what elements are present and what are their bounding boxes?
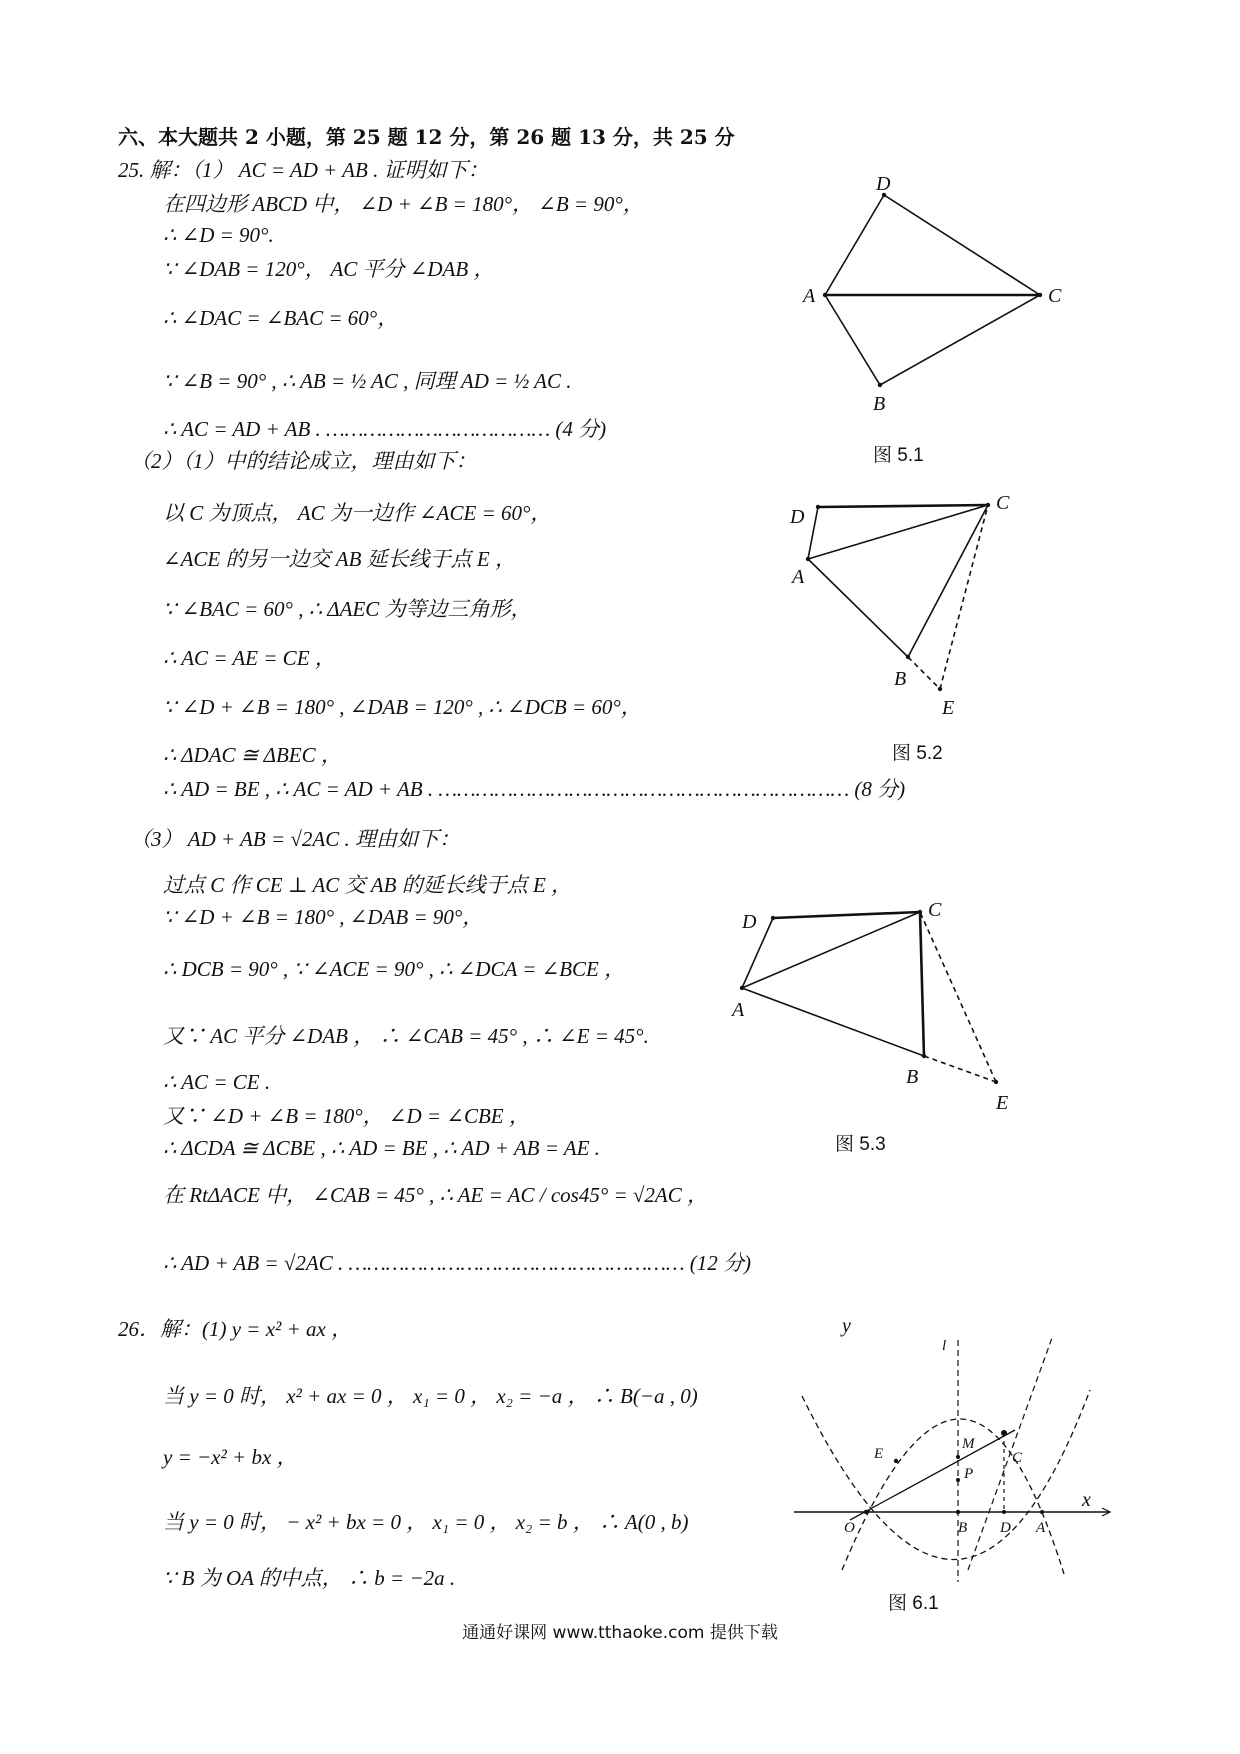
q25-line-7: ∴ AC = AD + AB . ……………………………… (4 分) (163, 417, 607, 441)
f61-label-l: l (942, 1338, 947, 1354)
q26-line-5: ∵ B 为 OA 的中点， ∴ b = −2a . (163, 1566, 456, 1590)
q25-line-5: ∴ ∠DAC = ∠BAC = 60°， (163, 306, 399, 330)
q26-line-4: 当 y = 0 时， − x² + bx = 0 ， x₁ = 0 ， x₂ = b ， ∴ A(0 , b) (163, 1510, 689, 1534)
f61-label-y: y (842, 1315, 851, 1337)
page-footer: 通通好课网 www.tthaoke.com 提供下载 (462, 1623, 778, 1643)
q26-line-3: y = −x² + bx ， (163, 1445, 298, 1469)
figure-5-1 (780, 170, 1090, 430)
figure-5-1-caption: 图 5.1 (873, 445, 924, 466)
q25-part3-line-1: （3） AD + AB = √2AC . 理由如下： (130, 827, 460, 851)
q25-part3-line-10: ∴ AD + AB = √2AC . ……………………………………………… (12 分) (163, 1251, 752, 1275)
f52-label-e: E (942, 697, 955, 719)
figure-5-2 (770, 485, 1040, 725)
f51-label-d: D (876, 173, 891, 195)
f52-label-b: B (894, 668, 907, 690)
f51-label-c: C (1048, 285, 1062, 307)
f61-label-e: E (874, 1446, 884, 1462)
q25-line-6: ∵ ∠B = 90° , ∴ AB = ½ AC , 同理 AD = ½ AC . (163, 369, 572, 393)
section-heading: 六、本大题共 2 小题，第 25 题 12 分，第 26 题 13 分，共 25 分 (118, 125, 735, 149)
q25-part2-line-1: （2）（1）中的结论成立，理由如下： (130, 449, 477, 473)
figure-5-3-caption: 图 5.3 (835, 1134, 886, 1155)
q25-part3-line-2: 过点 C 作 CE ⊥ AC 交 AB 的延长线于点 E ， (163, 873, 573, 897)
f52-label-a: A (792, 566, 805, 588)
f61-label-x: x (1082, 1489, 1091, 1511)
q25-line-3: ∴ ∠D = 90°. (163, 223, 274, 247)
q25-part2-line-3: ∠ACE 的另一边交 AB 延长线于点 E ， (163, 547, 516, 571)
q25-part2-line-5: ∴ AC = AE = CE ， (163, 646, 336, 670)
f52-label-c: C (996, 492, 1010, 514)
f61-label-m: M (962, 1436, 975, 1452)
q26-line-2: 当 y = 0 时， x² + ax = 0 ， x₁ = 0 ， x₂ = −a ， ∴ B(−a , 0) (163, 1384, 698, 1408)
f53-label-d: D (742, 911, 757, 933)
q25-line-1: 25. 解：（1） AC = AD + AB . 证明如下： (118, 158, 489, 182)
q25-part3-line-4: ∴ DCB = 90° , ∵ ∠ACE = 90° , ∴ ∠DCA = ∠BCE ， (163, 957, 626, 981)
q25-line-4: ∵ ∠DAB = 120°， AC 平分 ∠DAB ， (163, 257, 495, 281)
figure-5-3 (720, 890, 1040, 1120)
figure-6-1 (790, 1315, 1120, 1600)
f53-label-a: A (732, 999, 745, 1021)
f53-label-e: E (996, 1092, 1009, 1114)
f53-label-b: B (906, 1066, 919, 1088)
f53-label-c: C (928, 899, 942, 921)
q26-line-1: 26．解：(1) y = x² + ax ， (118, 1317, 353, 1341)
f61-label-o: O (844, 1520, 855, 1536)
q25-part2-line-4: ∵ ∠BAC = 60° , ∴ ΔAEC 为等边三角形， (163, 597, 532, 621)
f52-label-d: D (790, 506, 805, 528)
f61-label-a: A (1036, 1520, 1046, 1536)
q25-part2-line-8: ∴ AD = BE , ∴ AC = AD + AB . ………………………………………………………… (8 分) (163, 777, 906, 801)
q25-part2-line-2: 以 C 为顶点， AC 为一边作 ∠ACE = 60°， (163, 501, 552, 525)
f61-label-c: C (1012, 1450, 1023, 1466)
q25-part3-line-8: ∴ ΔCDA ≅ ΔCBE , ∴ AD = BE , ∴ AD + AB = AE . (163, 1136, 600, 1160)
f61-label-d: D (1000, 1520, 1011, 1536)
f61-label-p: P (964, 1466, 974, 1482)
f51-label-a: A (803, 285, 816, 307)
q25-part3-line-5: 又∵ AC 平分 ∠DAB ， ∴ ∠CAB = 45° , ∴ ∠E = 45°. (163, 1024, 649, 1048)
figure-6-1-caption: 图 6.1 (888, 1593, 939, 1614)
q25-part3-line-6: ∴ AC = CE . (163, 1070, 271, 1094)
q25-part2-line-6: ∵ ∠D + ∠B = 180° , ∠DAB = 120° , ∴ ∠DCB = 60°， (163, 695, 642, 719)
q25-part3-line-9: 在 RtΔACE 中， ∠CAB = 45° , ∴ AE = AC / cos45° = √2AC ， (163, 1183, 708, 1207)
q25-part3-line-7: 又∵ ∠D + ∠B = 180°， ∠D = ∠CBE ， (163, 1104, 530, 1128)
f61-label-b: B (958, 1520, 968, 1536)
q25-line-2: 在四边形 ABCD 中， ∠D + ∠B = 180°， ∠B = 90°， (163, 192, 644, 216)
q25-part3-line-3: ∵ ∠D + ∠B = 180° , ∠DAB = 90°， (163, 905, 484, 929)
q25-part2-line-7: ∴ ΔDAC ≅ ΔBEC ， (163, 743, 342, 767)
f51-label-b: B (873, 393, 886, 415)
figure-5-2-caption: 图 5.2 (892, 743, 943, 764)
